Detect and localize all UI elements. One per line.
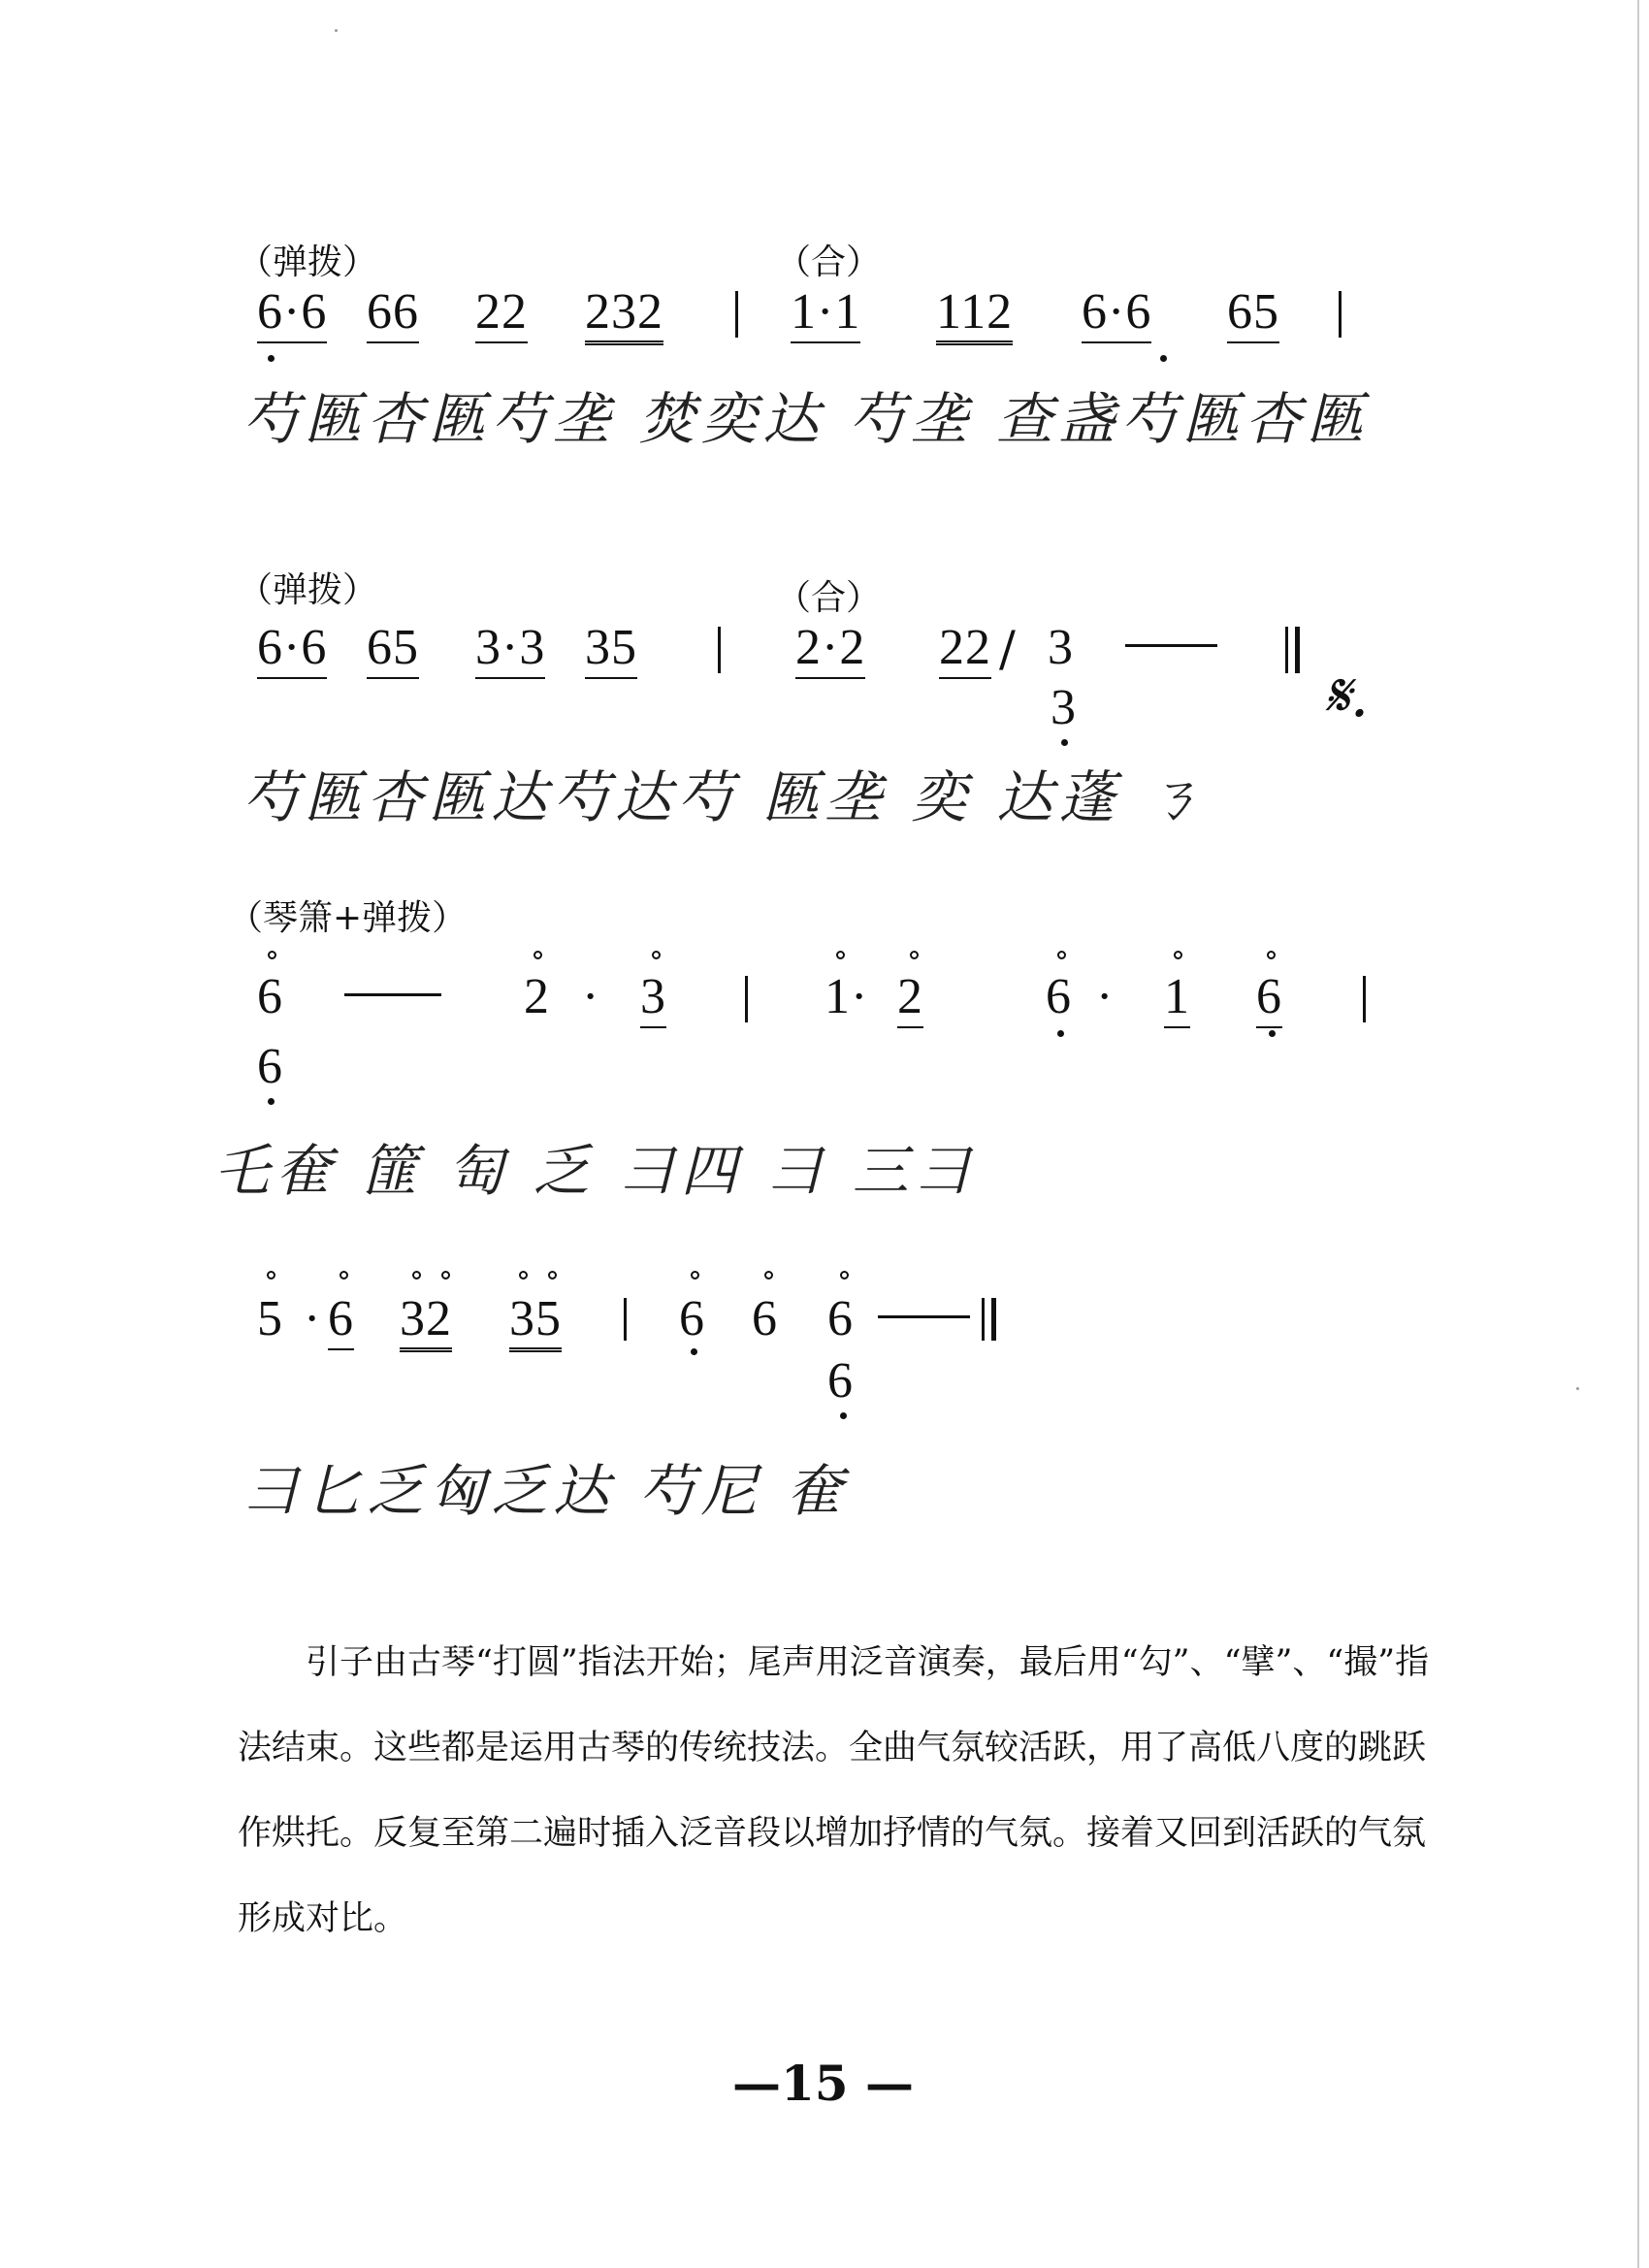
barline	[745, 976, 748, 1022]
octave-dot-low	[691, 1348, 697, 1355]
tablature-row2: 芍匦杏匦达芍达芍 匦垄 奕 达蓬 ㄋ	[242, 764, 1207, 830]
final-barline	[1295, 627, 1300, 673]
note: 6	[679, 1291, 705, 1346]
tablature-row3: 乇奞 篚 匋 乏 彐四 彐 三彐	[213, 1138, 977, 1204]
note-group: 2·2	[795, 619, 865, 676]
note: 3	[640, 968, 666, 1025]
sustain-dash	[344, 993, 441, 996]
harmonic-mark	[764, 1271, 773, 1280]
barline	[718, 627, 721, 673]
note: 2	[897, 968, 923, 1025]
note-group: 112	[936, 283, 1013, 340]
harmonic-mark	[267, 1271, 275, 1280]
note-group: 35	[585, 619, 637, 676]
note: 6	[827, 1291, 854, 1346]
harmonic-mark	[910, 951, 919, 959]
barline	[1285, 627, 1288, 673]
octave-dot-low	[1061, 739, 1068, 746]
scan-edge	[1637, 0, 1639, 2268]
note: 6	[1046, 969, 1072, 1024]
octave-dot-low	[840, 1412, 847, 1419]
note-group: 65	[1227, 283, 1279, 340]
note-group: 22	[939, 619, 991, 676]
harmonic-mark	[652, 951, 661, 959]
harmonic-mark	[268, 951, 276, 959]
note-group: 65	[367, 619, 419, 676]
sustain-dash	[1125, 644, 1217, 647]
note-group: 3·3	[475, 619, 545, 676]
note-group: 6·6	[1082, 283, 1151, 340]
harmonic-mark	[534, 951, 542, 959]
note: 5	[257, 1291, 283, 1346]
chord-lower-note: 6	[257, 1039, 283, 1094]
note: 6	[328, 1290, 354, 1347]
note: 6	[257, 969, 283, 1024]
technique-label-row1: （弹拨）	[238, 243, 378, 282]
barline	[624, 1298, 627, 1341]
tablature-row4: 彐匕乏匈乏达 芍尼 奞	[242, 1458, 849, 1524]
note: 1·	[824, 969, 869, 1024]
barline	[1363, 976, 1366, 1022]
harmonic-mark	[836, 951, 845, 959]
note-group: 6·6	[257, 283, 327, 340]
note-group: 232	[585, 283, 663, 340]
harmonic-mark	[1267, 951, 1276, 959]
harmonic-mark	[412, 1271, 421, 1280]
note: 32	[400, 1290, 452, 1347]
segno-sign: 𝄋.	[1324, 660, 1370, 730]
barline	[982, 1298, 985, 1341]
scan-speck	[1576, 1387, 1579, 1390]
tablature-row1: 芍匦杏匦芍垄 焚奕达 芍垄 查盏芍匦杏匦	[242, 386, 1370, 452]
note: 2	[524, 969, 550, 1024]
sustain-dash	[878, 1315, 970, 1318]
paragraph: 引子由古琴“打圆”指法开始；尾声用泛音演奏，最后用“勾”、“擘”、“撮”指法结束。这些都是运用古琴的传统技法。全曲气氛较活跃，用了高低八度的跳跃作烘托。反复至第二遍时插入泛音段以增加抒情的气氛。接着又回到活跃的气氛形成对比。	[238, 1643, 1430, 1938]
final-barline	[991, 1298, 996, 1341]
dot-separator: ·	[304, 1291, 322, 1346]
note: 35	[509, 1290, 562, 1347]
octave-dot-low	[268, 355, 275, 362]
harmonic-mark	[548, 1271, 557, 1280]
octave-dot-low	[1057, 1030, 1064, 1037]
octave-dot-low	[1160, 355, 1167, 362]
harmonic-mark	[691, 1271, 699, 1280]
note-group: 1·1	[791, 283, 860, 340]
harmonic-mark	[1174, 951, 1182, 959]
chord-mark-row1: （合）	[776, 243, 882, 282]
barline	[735, 291, 738, 338]
description-text	[238, 1620, 1440, 1961]
note: 6	[1256, 968, 1282, 1025]
dot-separator: ·	[582, 969, 600, 1024]
technique-label-row2: （弹拨）	[238, 570, 378, 610]
technique-label-row3: （琴箫+弹拨）	[228, 898, 468, 938]
harmonic-mark	[340, 1271, 348, 1280]
chord-lower-note: 3	[1051, 680, 1077, 735]
harmonic-mark	[441, 1271, 450, 1280]
harmonic-mark	[840, 1271, 849, 1280]
octave-dot-low	[268, 1098, 275, 1105]
note-group: 6·6	[257, 619, 327, 676]
harmonic-mark	[519, 1271, 528, 1280]
harmonic-mark	[1057, 951, 1066, 959]
scan-speck	[335, 29, 338, 32]
chord-lower-note: 6	[827, 1353, 854, 1409]
barline	[1339, 291, 1342, 338]
note-group: 3	[1048, 620, 1074, 675]
octave-dot-low	[1269, 1030, 1276, 1037]
note: 1	[1164, 968, 1190, 1025]
page-number: —15 —	[732, 2055, 914, 2112]
note-group: 22	[475, 283, 528, 340]
slide-mark: ∕	[999, 621, 1016, 677]
chord-mark-row2: （合）	[776, 578, 882, 618]
note-group: 66	[367, 283, 419, 340]
note: 6	[752, 1291, 778, 1346]
dot-separator: ·	[1096, 969, 1115, 1024]
